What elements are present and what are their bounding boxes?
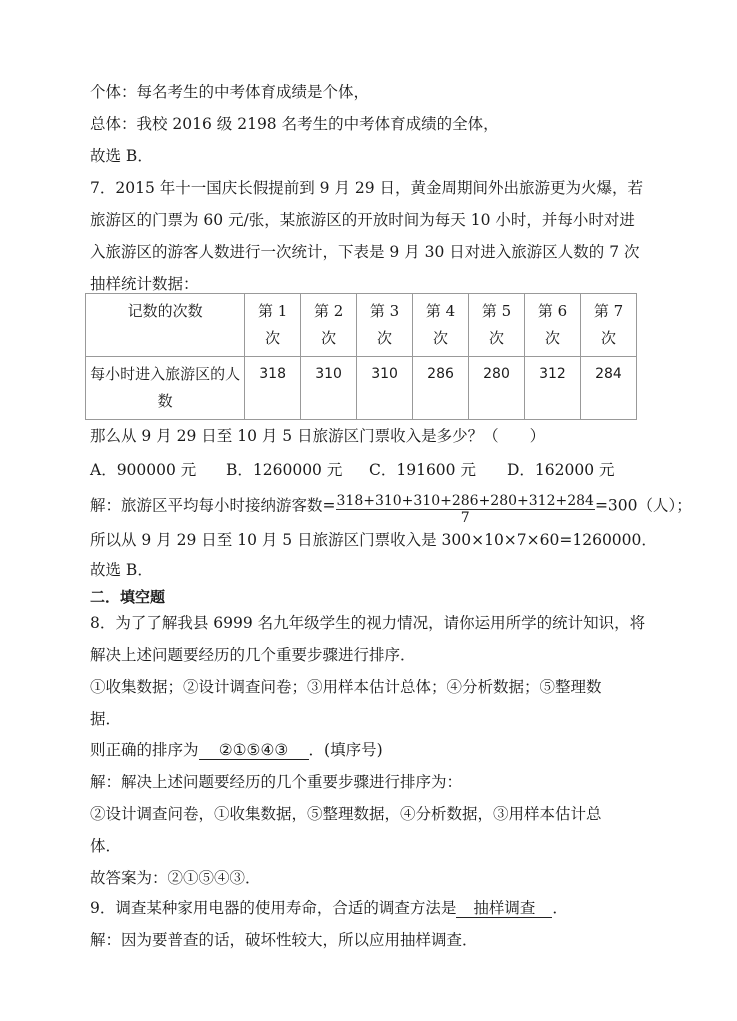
text-line: 故选 B． (90, 147, 153, 165)
text-line: 旅游区的门票为 60 元/张，某旅游区的开放时间为每天 10 小时，并每小时对进 (90, 211, 635, 229)
table-cell: 280 (469, 357, 525, 420)
text-line: 抽样统计数据： (90, 275, 199, 293)
text-line: ①收集数据；②设计调查问卷；③用样本估计总体；④分析数据；⑤整理数 (90, 678, 602, 696)
table-column-header: 第 5 次 (469, 294, 525, 357)
question-9-text: 9．调查某种家用电器的使用寿命，合适的调查方法是 抽样调查 ． (90, 899, 568, 917)
table-cell: 286 (413, 357, 469, 420)
table-row-label: 每小时进入旅游区的人 数 (86, 357, 245, 420)
table-column-header: 第 6 次 (524, 294, 580, 357)
text-line: 体． (90, 837, 122, 855)
text-line: 据． (90, 710, 122, 728)
answer-blank: 抽样调查 (456, 899, 552, 918)
table-column-header: 第 7 次 (580, 294, 636, 357)
table-column-header: 第 2 次 (301, 294, 357, 357)
fraction-numerator: 318+310+310+286+280+312+284 (336, 493, 594, 509)
solution-line: 解：旅游区平均每小时接纳游客数= $\frac{318+310+310+286+280+312+284}{7}$ =300（人）； (90, 493, 692, 526)
option-d: D．162000 元 (507, 461, 615, 479)
question-8-text: 8．为了了解我县 6999 名九年级学生的视力情况，请你运用所学的统计知识，将 (90, 614, 646, 632)
table-column-header: 第 4 次 (413, 294, 469, 357)
table-cell: 310 (357, 357, 413, 420)
table-row (86, 294, 637, 357)
average-fraction (336, 493, 595, 526)
question-7-text: 7．2015 年十一国庆长假提前到 9 月 29 日，黄金周期间外出旅游更为火爆，若 (90, 179, 644, 197)
text-line: 解：解决上述问题要经历的几个重要步骤进行排序为： (90, 773, 463, 791)
table-row (86, 357, 637, 420)
table-header-label: 记数的次数 (86, 294, 245, 357)
text-line: 入旅游区的游客人数进行一次统计，下表是 9 月 30 日对进入旅游区人数的 7 次 (90, 243, 640, 261)
text-line: 解决上述问题要经历的几个重要步骤进行排序． (90, 646, 416, 664)
section-heading: 二．填空题 (90, 588, 166, 606)
table-cell: 312 (524, 357, 580, 420)
text-line: 故答案为：②①⑤④③． (90, 869, 261, 887)
table-cell: 310 (301, 357, 357, 420)
text-line: ②设计调查问卷，①收集数据，⑤整理数据，④分析数据，③用样本估计总 (90, 805, 602, 823)
answer-line-q8: 则正确的排序为 ②①⑤④③ ．(填序号) (90, 741, 383, 759)
table-cell: 318 (245, 357, 301, 420)
text-line: 所以从 9 月 29 日至 10 月 5 日旅游区门票收入是 300×10×7×60=1260000． (90, 531, 657, 549)
table-cell: 284 (580, 357, 636, 420)
text-line: 总体：我校 2016 级 2198 名考生的中考体育成绩的全体， (90, 115, 499, 133)
table-column-header: 第 3 次 (357, 294, 413, 357)
option-c: C．191600 元 (369, 461, 476, 479)
table-column-header: 第 1 次 (245, 294, 301, 357)
fraction-denominator: 7 (460, 510, 470, 526)
text-line: 个体：每名考生的中考体育成绩是个体， (90, 83, 370, 101)
text-line: 故选 B． (90, 561, 153, 579)
visitor-count-table (85, 293, 637, 420)
option-b: B．1260000 元 (226, 461, 343, 479)
question-7-prompt: 那么从 9 月 29 日至 10 月 5 日旅游区门票收入是多少？（ ） (90, 427, 546, 445)
text-line: 解：因为要普查的话，破坏性较大，所以应用抽样调查． (90, 931, 478, 949)
option-a: A．900000 元 (90, 461, 197, 479)
answer-blank: ②①⑤④③ (199, 741, 309, 760)
